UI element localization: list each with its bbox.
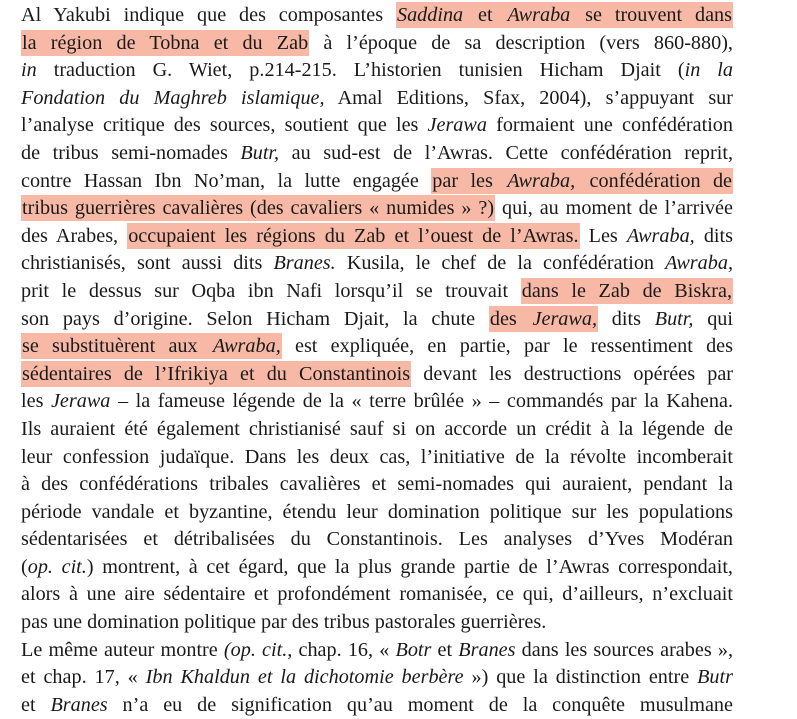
text-run: op. cit. [27, 555, 87, 578]
highlighted-text: Jerawa, [532, 307, 598, 330]
text-run: Branes [50, 693, 108, 716]
paragraph [21, 637, 733, 719]
highlighted-text: Awraba [507, 4, 571, 26]
text-run: Jerawa [427, 114, 487, 137]
text-line [21, 416, 733, 444]
text-run: Jerawa [50, 390, 111, 413]
text-run: Amal Editions, Sfax, 2004), s’appuyant sur [324, 86, 733, 109]
text-run: Ibn Khaldun et la dichotomie berbère [145, 666, 464, 689]
highlighted-text: dans le Zab de Biskra, [521, 279, 733, 302]
text-run: ( [21, 555, 28, 578]
highlighted-text: la région de Tobna et du Zab [22, 31, 309, 54]
text-line [21, 168, 733, 196]
text-run: son pays d’origine. Selon Hicham Djait, la chute [21, 307, 489, 330]
text-line [21, 195, 733, 223]
text-line [21, 581, 733, 609]
text-run: traduction G. Wiet, p.214-215. L’historien tunisien Hicham Djait ( [36, 59, 685, 82]
text-run: Branes [458, 638, 516, 661]
text-run: des Arabes, [21, 224, 128, 247]
highlighted-text: par les [432, 169, 506, 192]
text-run: n’a eu de signification qu’au moment de la conquête musulmane [107, 693, 733, 716]
text-run: dans les sources arabes », [515, 638, 733, 661]
text-run: et chap. 17, « [21, 666, 146, 689]
text-run: Butr, [654, 307, 694, 330]
highlighted-text: des [489, 307, 531, 330]
text-line [21, 85, 733, 113]
text-line [21, 140, 733, 168]
paragraph [21, 2, 733, 637]
text-line [21, 112, 733, 140]
text-run: et [21, 693, 51, 716]
text-run: contre Hassan Ibn No’man, la lutte engagée [21, 169, 432, 192]
highlighted-text: Awraba, [212, 335, 281, 358]
text-line [21, 223, 733, 251]
text-run: sédentarisées et détribalisées du Constantinois. Les analyses d’Yves Modéran [21, 528, 733, 551]
text-run: Branes. [273, 252, 336, 275]
highlighted-text: occupaient les régions du Zab et l’ouest de l’Awras. [128, 224, 579, 247]
text-run: Fondation du Maghreb islamique, [21, 86, 325, 109]
text-run: Ils auraient été également christianisé sauf si on accorde un crédit à la légende de [21, 417, 733, 440]
text-line [21, 333, 733, 361]
highlighted-text: Saddina [396, 4, 464, 26]
text-line [21, 30, 733, 58]
text-run: Les [579, 224, 627, 247]
text-line [21, 526, 733, 554]
text-run: les [21, 390, 51, 413]
text-run: chap. 16, « [292, 638, 396, 661]
text-run: et [431, 638, 459, 661]
text-run: à des confédérations tribales cavalières et semi-nomades qui auraient, pendant la [21, 473, 733, 496]
document-page [21, 2, 733, 719]
text-run: pas une domination politique par des tribus pastorales guerrières. [21, 611, 547, 634]
text-run: Awraba, [626, 224, 695, 247]
text-line [21, 609, 733, 637]
highlighted-text: se substituèrent aux [22, 335, 211, 358]
highlighted-text: sédentaires de l’Ifrikiya et du Constantinois [22, 362, 411, 385]
text-run: Kusila, le chef de la confédération [335, 252, 666, 275]
text-line [21, 57, 733, 85]
highlighted-text: confédération de [577, 169, 732, 192]
text-run: dits [598, 307, 655, 330]
text-run: l’analyse critique des sources, soutient que les [21, 114, 428, 137]
text-line [21, 361, 733, 389]
text-line [21, 306, 733, 334]
text-run: Le même auteur montre [21, 638, 224, 661]
text-run: – la fameuse légende de la « terre brûlée » – commandés par la Kahena. [110, 390, 733, 413]
text-run: Butr, [240, 141, 280, 164]
text-run: qui [693, 307, 734, 330]
text-line [21, 554, 733, 582]
highlighted-text: tribus guerrières cavalières (des cavaliers « numides » ?) [22, 197, 495, 220]
text-line [21, 250, 733, 278]
text-line [21, 278, 733, 306]
text-run: Awraba, [665, 252, 733, 275]
text-run: formaient une confédération [486, 114, 733, 137]
text-run: de tribus semi-nomades [21, 141, 241, 164]
text-line [21, 388, 733, 416]
text-line [21, 664, 733, 692]
text-run: période vandale et byzantine, étendu leur domination politique sur les populations [21, 500, 733, 523]
text-run: alors à une aire sédentaire et profondément romanisée, ce qui, d’ailleurs, n’excluait [21, 583, 733, 606]
text-run: qui, au moment de l’arrivée [495, 197, 733, 220]
text-run: ) montrent, à cet égard, que la plus grande partie de l’Awras correspondait, [86, 555, 733, 578]
text-run: in la [684, 59, 734, 82]
text-run: au sud-est de l’Awras. Cette confédération reprit, [279, 141, 733, 164]
text-run: in [21, 59, 37, 82]
text-line [21, 637, 733, 665]
text-run: ») que la distinction entre [463, 666, 698, 689]
text-run: à l’époque de sa description (vers 860-880), [309, 31, 733, 54]
text-line [21, 2, 733, 30]
text-line [21, 692, 733, 719]
text-run: dits [694, 224, 733, 247]
text-line [21, 444, 733, 472]
text-line [21, 471, 733, 499]
highlighted-text: Awraba, [507, 169, 576, 192]
highlighted-text: et [465, 4, 506, 26]
highlighted-text: se trouvent dans [572, 4, 732, 26]
text-run: Al Yakubi indique que des composantes [21, 4, 396, 26]
text-run: Botr [395, 638, 432, 661]
text-run: leur confession judaïque. Dans les deux cas, l’initiative de la révolte incomberait [21, 445, 733, 468]
text-run: est expliquée, en partie, par le ressentiment des [281, 335, 733, 358]
text-run: devant les destructions opérées par [411, 362, 733, 385]
text-run: prit le dessus sur Oqba ibn Nafi lorsqu’il se trouvait [21, 279, 521, 302]
text-run: (op. cit., [223, 638, 293, 661]
text-run: Butr [697, 666, 733, 689]
text-line [21, 499, 733, 527]
text-run: christianisés, sont aussi dits [21, 252, 274, 275]
